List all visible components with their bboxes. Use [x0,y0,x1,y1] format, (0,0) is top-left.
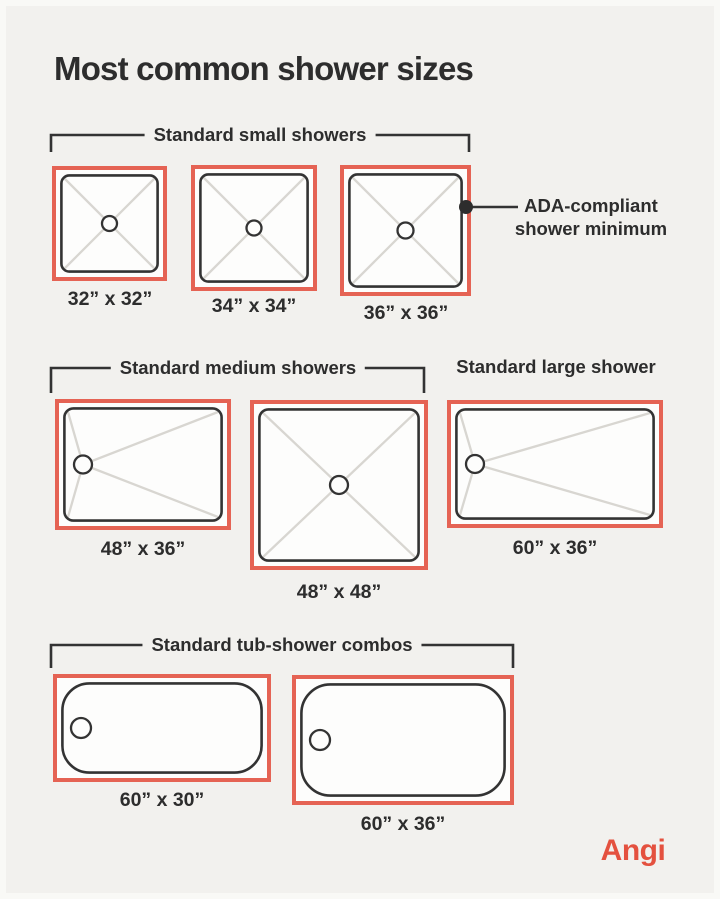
size-label-60x36-large: 60” x 36” [512,537,598,559]
group-header-tub-shower-combos: Standard tub-shower combos [142,634,421,656]
pan-drawing [258,408,420,562]
shower-pan-60x36-large [447,400,663,528]
size-label-48x48: 48” x 48” [296,581,382,603]
size-label-34x34: 34” x 34” [211,295,297,317]
ada-callout-line2: shower minimum [514,218,668,239]
shower-pan-36x36-ada [340,165,471,296]
pan-drawing [348,173,463,288]
pan-drawing [455,408,655,520]
pan-drawing [61,682,263,774]
pan-drawing [300,683,506,797]
group-header-small-showers: Standard small showers [145,124,376,146]
shower-pan-34x34 [191,165,317,291]
pan-drawing [199,173,309,283]
size-label-32x32: 32” x 32” [67,288,153,310]
ada-callout-text [515,194,667,240]
shower-pan-32x32 [52,166,167,281]
group-header-medium-showers: Standard medium showers [111,357,365,379]
size-label-60x36-tub: 60” x 36” [360,813,446,835]
tub-pan-60x36 [292,675,514,805]
pan-drawing [60,174,159,273]
shower-pan-48x48 [250,400,428,570]
tub-pan-60x30 [53,674,271,782]
size-label-60x30-tub: 60” x 30” [119,789,205,811]
group-header-large-shower: Standard large shower [456,356,656,377]
page-title: Most common shower sizes [54,50,474,87]
shower-pan-48x36 [55,399,231,530]
ada-callout-line1: ADA-compliant [524,195,658,216]
size-label-36x36: 36” x 36” [363,302,449,324]
angi-logo: Angi [600,834,666,867]
size-label-48x36: 48” x 36” [100,538,186,560]
pan-drawing [63,407,223,522]
